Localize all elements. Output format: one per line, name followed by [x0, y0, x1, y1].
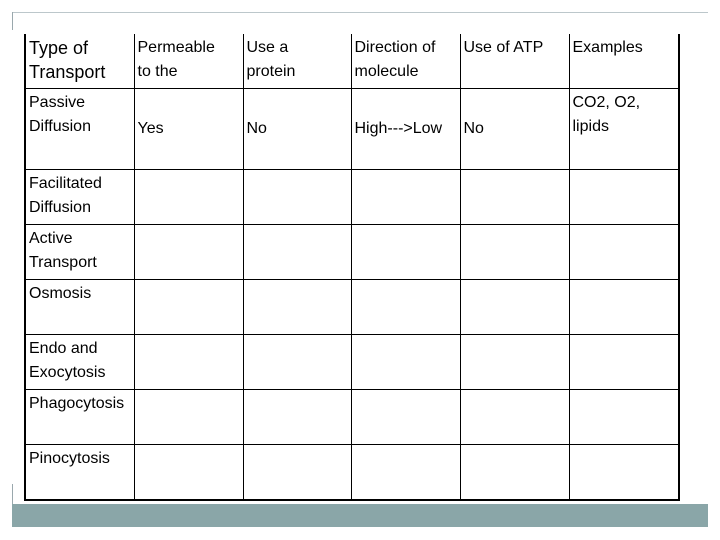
cell-line: Endo and	[29, 340, 98, 357]
cell-line: Diffusion	[29, 199, 91, 216]
cell-permeable	[134, 170, 243, 225]
cell-line: Active	[29, 230, 73, 247]
cell-line: CO2, O2,	[572, 94, 641, 111]
header-line: Transport	[29, 62, 106, 82]
cell-permeable	[134, 390, 243, 445]
table-row	[25, 390, 679, 445]
cell-line: Pinocytosis	[29, 450, 110, 467]
cell-atp	[460, 170, 569, 225]
table-header-row	[25, 34, 679, 89]
cell-examples	[569, 335, 679, 390]
cell-atp	[460, 445, 569, 501]
header-type-of-transport	[25, 34, 134, 89]
cell-line: Osmosis	[29, 285, 92, 302]
cell-protein	[243, 335, 351, 390]
cell-protein	[243, 225, 351, 280]
cell-protein: No	[243, 89, 351, 170]
table-row	[25, 170, 679, 225]
transport-table	[24, 34, 680, 501]
cell-type	[25, 89, 134, 170]
cell-type	[25, 335, 134, 390]
cell-protein	[243, 170, 351, 225]
header-use-protein	[243, 34, 351, 89]
cell-examples	[569, 89, 679, 170]
cell-type	[25, 280, 134, 335]
cell-atp	[460, 280, 569, 335]
table-row	[25, 335, 679, 390]
cell-direction	[351, 445, 460, 501]
cell-protein	[243, 280, 351, 335]
cell-examples	[569, 225, 679, 280]
cell-direction	[351, 170, 460, 225]
cell-examples	[569, 170, 679, 225]
top-rule-decoration	[12, 12, 708, 13]
cell-type	[25, 445, 134, 501]
cell-direction	[351, 335, 460, 390]
header-line: molecule	[354, 63, 419, 80]
cell-atp	[460, 390, 569, 445]
cell-protein	[243, 445, 351, 501]
cell-atp	[460, 225, 569, 280]
cell-line: Phagocytosis	[29, 395, 125, 412]
cell-permeable	[134, 445, 243, 501]
cell-type	[25, 170, 134, 225]
cell-line: lipids	[572, 118, 609, 135]
cell-protein	[243, 390, 351, 445]
cell-type	[25, 225, 134, 280]
left-rule-decoration	[12, 12, 13, 30]
cell-atp: No	[460, 89, 569, 170]
cell-examples	[569, 390, 679, 445]
header-direction	[351, 34, 460, 89]
cell-line: Diffusion	[29, 118, 91, 135]
header-line: Type of	[29, 38, 89, 58]
cell-examples	[569, 280, 679, 335]
header-line: Use of ATP	[463, 39, 544, 56]
header-line: Use a	[246, 39, 289, 56]
header-line: Direction of	[354, 39, 436, 56]
cell-line: Passive	[29, 94, 86, 111]
cell-type	[25, 390, 134, 445]
table-row	[25, 445, 679, 501]
cell-examples	[569, 445, 679, 501]
header-line: Examples	[572, 39, 643, 56]
cell-atp	[460, 335, 569, 390]
header-line: to the	[137, 63, 178, 80]
table-row	[25, 280, 679, 335]
table-row	[25, 225, 679, 280]
cell-direction: High--->Low	[351, 89, 460, 170]
cell-permeable	[134, 225, 243, 280]
footer-accent-bar	[12, 504, 708, 527]
cell-line: Transport	[29, 254, 97, 271]
cell-permeable: Yes	[134, 89, 243, 170]
cell-direction	[351, 225, 460, 280]
header-line: protein	[246, 63, 296, 80]
header-use-atp	[460, 34, 569, 89]
cell-direction	[351, 280, 460, 335]
cell-line: Facilitated	[29, 175, 102, 192]
transport-table-container	[24, 34, 680, 501]
cell-permeable	[134, 280, 243, 335]
header-line: Permeable	[137, 39, 215, 56]
cell-permeable	[134, 335, 243, 390]
header-permeable	[134, 34, 243, 89]
left-rule-decoration-bottom	[12, 484, 13, 504]
cell-line: Exocytosis	[29, 364, 106, 381]
table-row	[25, 89, 679, 170]
header-examples	[569, 34, 679, 89]
cell-direction	[351, 390, 460, 445]
